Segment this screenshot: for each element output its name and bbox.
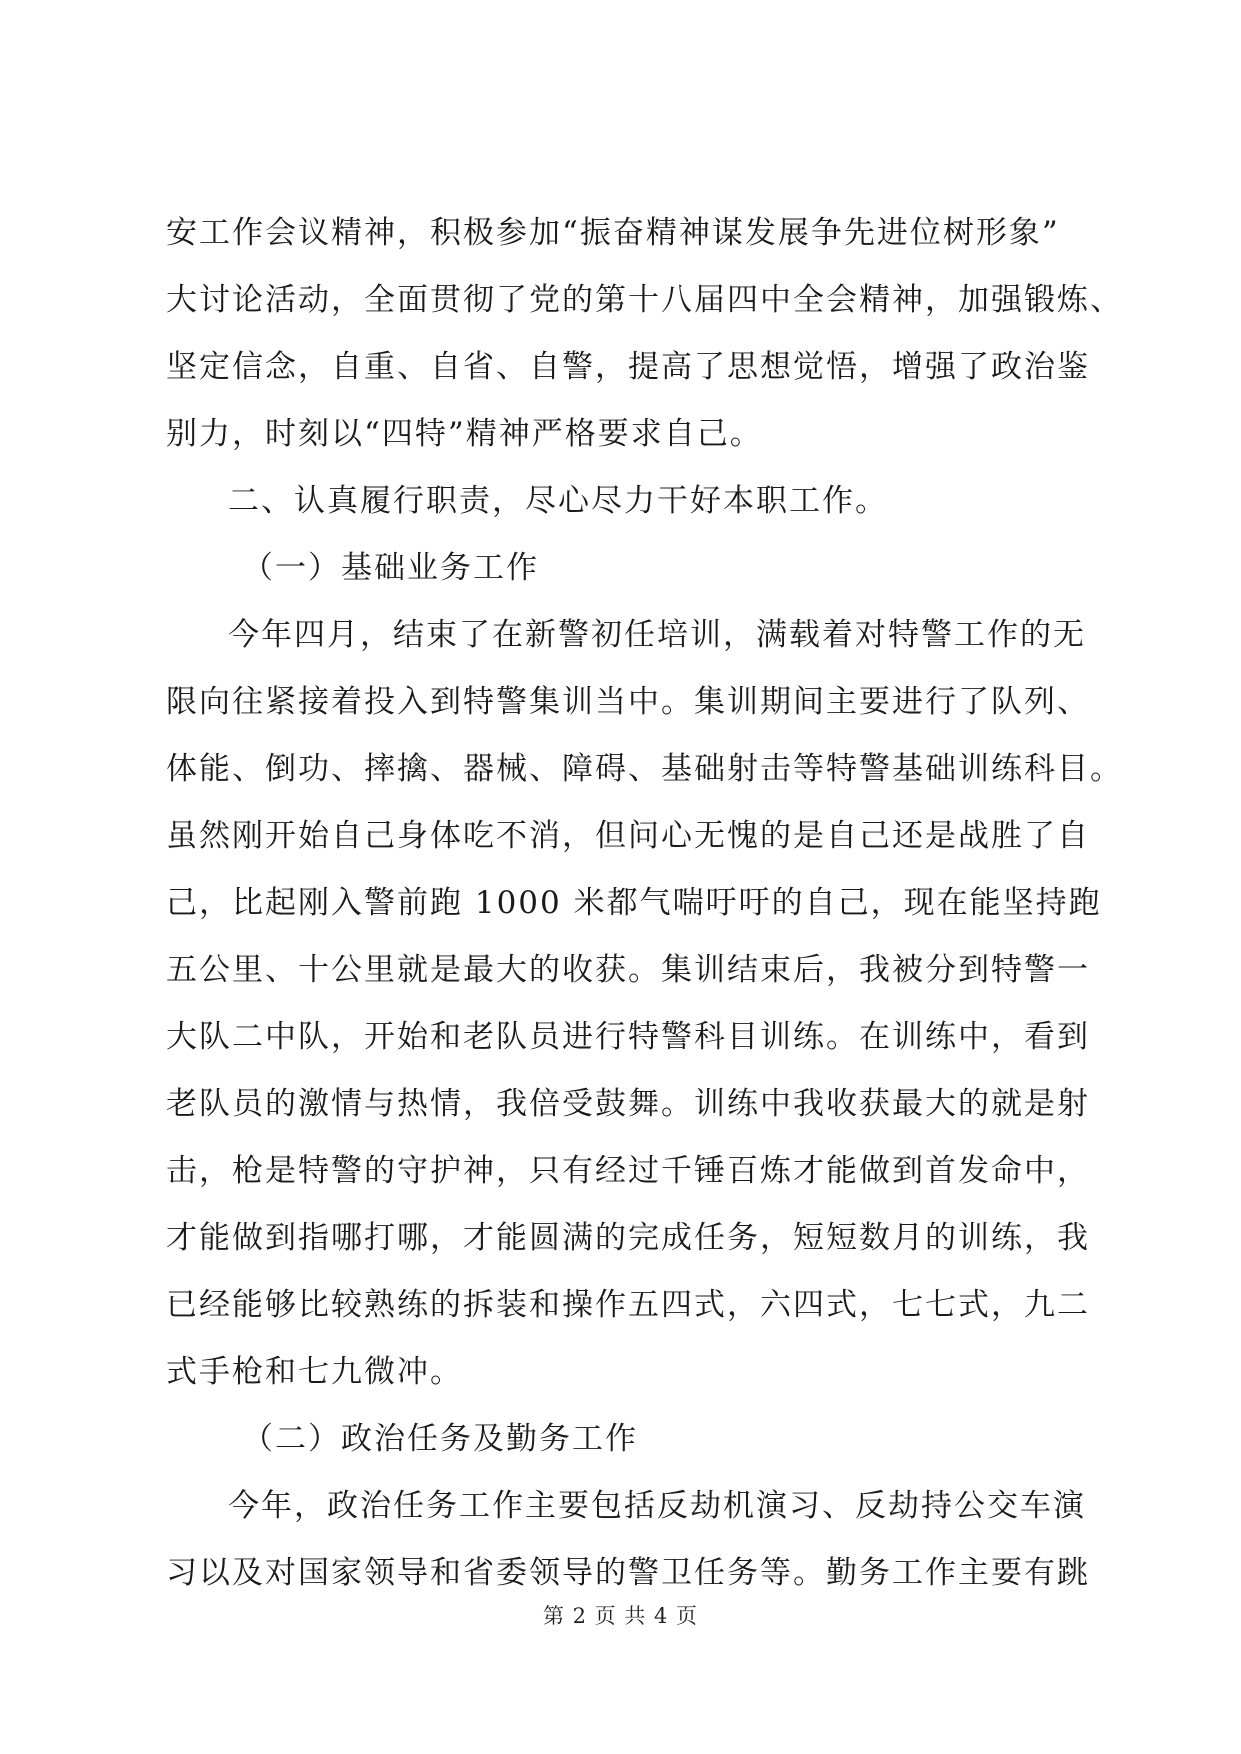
paragraph-start-line: 今年四月，结束了在新警初任培训，满载着对特警工作的无 [228, 617, 1086, 653]
text-line: 别力，时刻以“四特”精神严格要求自己。 [166, 416, 763, 452]
text-line: 体能、倒功、摔擒、器械、障碍、基础射击等特警基础训练科目。 [166, 751, 1123, 787]
text-line: 大队二中队，开始和老队员进行特警科目训练。在训练中，看到 [166, 1019, 1090, 1055]
text-line: 坚定信念，自重、自省、自警，提高了思想觉悟，增强了政治鉴 [166, 349, 1090, 385]
text-line: 虽然刚开始自己身体吃不消，但问心无愧的是自己还是战胜了自 [166, 818, 1090, 854]
text-line: 老队员的激情与热情，我倍受鼓舞。训练中我收获最大的就是射 [166, 1086, 1090, 1122]
text-line: 五公里、十公里就是最大的收获。集训结束后，我被分到特警一 [166, 952, 1090, 988]
subsection-heading: （一）基础业务工作 [242, 550, 539, 586]
text-line: 己，比起刚入警前跑 1000 米都气喘吁吁的自己，现在能坚持跑 [166, 885, 1102, 921]
text-line: 安工作会议精神，积极参加“振奋精神谋发展争先进位树形象” [166, 215, 1060, 251]
page-number-footer: 第 2 页 共 4 页 [542, 1604, 699, 1628]
text-line: 习以及对国家领导和省委领导的警卫任务等。勤务工作主要有跳 [166, 1555, 1090, 1591]
text-line: 大讨论活动，全面贯彻了党的第十八届四中全会精神，加强锻炼、 [166, 282, 1123, 318]
text-line: 击，枪是特警的守护神，只有经过千锤百炼才能做到首发命中， [166, 1153, 1090, 1189]
document-body [166, 200, 1123, 1607]
section-heading: 二、认真履行职责，尽心尽力干好本职工作。 [228, 483, 888, 519]
text-line: 才能做到指哪打哪，才能圆满的完成任务，短短数月的训练，我 [166, 1220, 1090, 1256]
text-line: 限向往紧接着投入到特警集训当中。集训期间主要进行了队列、 [166, 684, 1090, 720]
text-line: 式手枪和七九微冲。 [166, 1354, 463, 1390]
subsection-heading: （二）政治任务及勤务工作 [242, 1421, 638, 1457]
paragraph-start-line: 今年，政治任务工作主要包括反劫机演习、反劫持公交车演 [228, 1488, 1086, 1524]
text-line: 已经能够比较熟练的拆装和操作五四式，六四式，七七式，九二 [166, 1287, 1090, 1323]
